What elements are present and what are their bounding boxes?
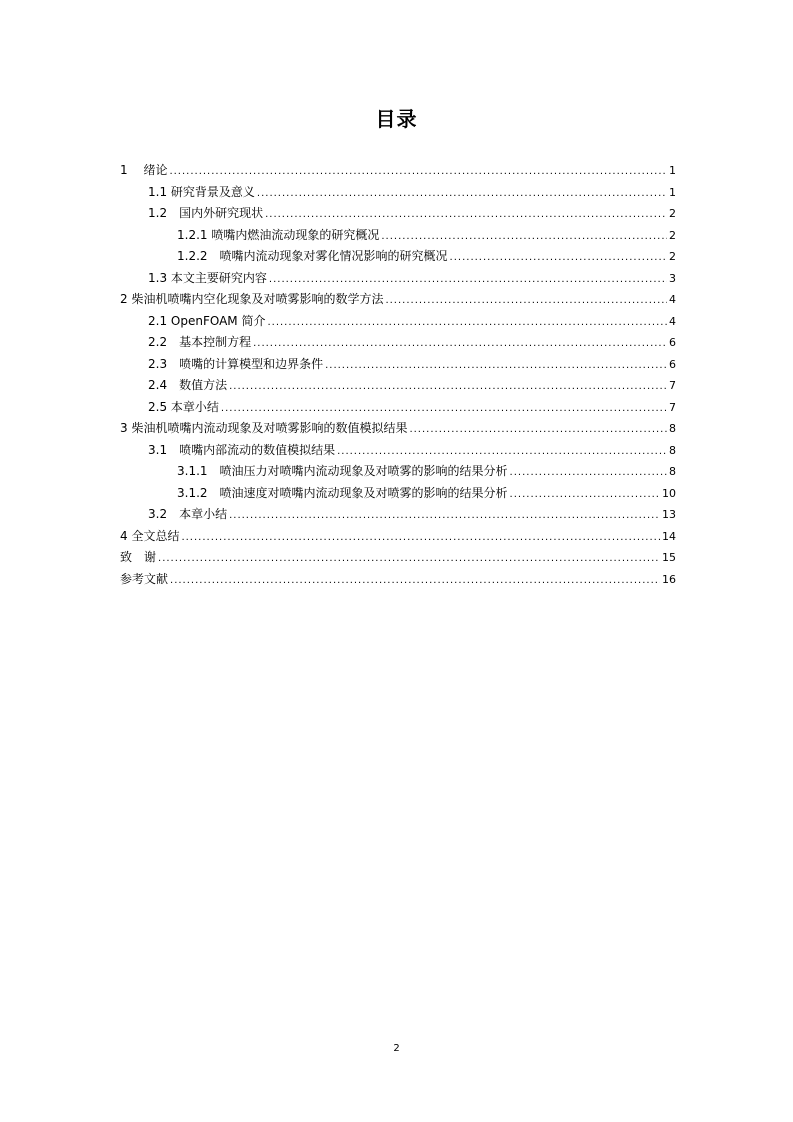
toc-entry-page: 14	[662, 529, 676, 543]
toc-dot-leader	[170, 570, 660, 592]
toc-entry-page: 8	[669, 465, 676, 478]
toc-dot-leader	[221, 398, 667, 420]
toc-list	[120, 160, 676, 590]
toc-entry-label: 2 柴油机喷嘴内空化现象及对喷雾影响的数学方法	[120, 292, 384, 306]
toc-dot-leader	[169, 161, 667, 183]
toc-entry[interactable]	[120, 246, 676, 268]
toc-entry-page: 6	[669, 336, 676, 349]
toc-entry-page: 10	[662, 486, 676, 500]
toc-entry[interactable]	[120, 397, 676, 419]
toc-entry-label: 1.1 研究背景及意义	[148, 184, 255, 199]
toc-entry-label: 1.2.1 喷嘴内燃油流动现象的研究概况	[177, 227, 380, 242]
toc-entry-label: 4 全文总结	[120, 528, 180, 543]
toc-entry-label: 1.3 本文主要研究内容	[148, 270, 267, 285]
toc-entry-page: 2	[669, 250, 676, 263]
toc-entry-label: 2.3 喷嘴的计算模型和边界条件	[148, 356, 324, 371]
toc-entry-label: 2.1 OpenFOAM 简介	[148, 313, 266, 328]
toc-entry[interactable]	[120, 504, 676, 526]
toc-entry-page: 8	[669, 422, 676, 435]
toc-entry[interactable]	[120, 203, 676, 225]
toc-entry-page: 4	[669, 293, 676, 306]
toc-entry[interactable]	[120, 461, 676, 483]
toc-entry-label: 2.2 基本控制方程	[148, 335, 252, 349]
toc-dot-leader	[267, 312, 667, 334]
toc-entry[interactable]	[120, 547, 676, 569]
toc-entry[interactable]	[120, 311, 676, 333]
toc-entry-page: 16	[662, 572, 676, 586]
toc-dot-leader	[265, 204, 667, 226]
toc-dot-leader	[158, 548, 660, 570]
toc-entry-page: 13	[662, 508, 676, 521]
toc-entry-label: 3.1 喷嘴内部流动的数值模拟结果	[148, 442, 336, 457]
toc-entry[interactable]	[120, 569, 676, 591]
toc-entry-page: 1	[669, 164, 676, 177]
toc-dot-leader	[269, 269, 667, 291]
toc-entry[interactable]	[120, 526, 676, 548]
toc-dot-leader	[229, 505, 660, 527]
toc-entry-page: 1	[669, 185, 676, 199]
toc-entry[interactable]	[120, 332, 676, 354]
toc-entry-page: 2	[669, 207, 676, 220]
toc-dot-leader	[337, 441, 667, 463]
toc-entry-label: 3 柴油机喷嘴内流动现象及对喷雾影响的数值模拟结果	[120, 421, 408, 435]
toc-entry-label: 3.1.1 喷油压力对喷嘴内流动现象及对喷雾的影响的结果分析	[177, 464, 508, 478]
page-number: 2	[393, 1043, 400, 1054]
toc-entry-page: 15	[662, 551, 676, 564]
toc-dot-leader	[181, 527, 660, 549]
toc-entry[interactable]	[120, 289, 676, 311]
toc-dot-leader	[450, 247, 667, 269]
toc-entry[interactable]	[120, 418, 676, 440]
toc-title: 目录	[375, 107, 418, 131]
toc-entry-page: 2	[669, 228, 676, 242]
toc-dot-leader	[381, 226, 667, 248]
toc-entry-label: 参考文献	[120, 571, 169, 586]
toc-dot-leader	[510, 484, 660, 506]
toc-entry[interactable]	[120, 182, 676, 204]
toc-entry-label: 1.2.2 喷嘴内流动现象对雾化情况影响的研究概况	[177, 249, 448, 263]
toc-entry-label: 1.2 国内外研究现状	[148, 206, 264, 220]
toc-entry-page: 6	[669, 357, 676, 371]
toc-entry-label: 1 绪论	[120, 163, 168, 177]
toc-dot-leader	[257, 183, 667, 205]
toc-dot-leader	[409, 419, 667, 441]
toc-entry-label: 3.2 本章小结	[148, 507, 228, 521]
toc-entry[interactable]	[120, 375, 676, 397]
toc-dot-leader	[510, 462, 667, 484]
toc-entry[interactable]	[120, 268, 676, 290]
toc-entry[interactable]	[120, 160, 676, 182]
toc-entry-page: 7	[669, 379, 676, 392]
toc-entry-page: 4	[669, 314, 676, 328]
toc-entry-label: 3.1.2 喷油速度对喷嘴内流动现象及对喷雾的影响的结果分析	[177, 485, 508, 500]
toc-entry[interactable]	[120, 225, 676, 247]
toc-entry-page: 3	[669, 271, 676, 285]
toc-entry[interactable]	[120, 440, 676, 462]
toc-entry-page: 7	[669, 400, 676, 414]
toc-entry-label: 2.4 数值方法	[148, 378, 228, 392]
toc-entry-label: 致 谢	[120, 550, 157, 564]
toc-dot-leader	[253, 333, 667, 355]
toc-entry[interactable]	[120, 354, 676, 376]
toc-entry[interactable]	[120, 483, 676, 505]
toc-entry-page: 8	[669, 443, 676, 457]
toc-dot-leader	[325, 355, 667, 377]
toc-entry-label: 2.5 本章小结	[148, 399, 219, 414]
toc-dot-leader	[229, 376, 667, 398]
toc-dot-leader	[385, 290, 667, 312]
